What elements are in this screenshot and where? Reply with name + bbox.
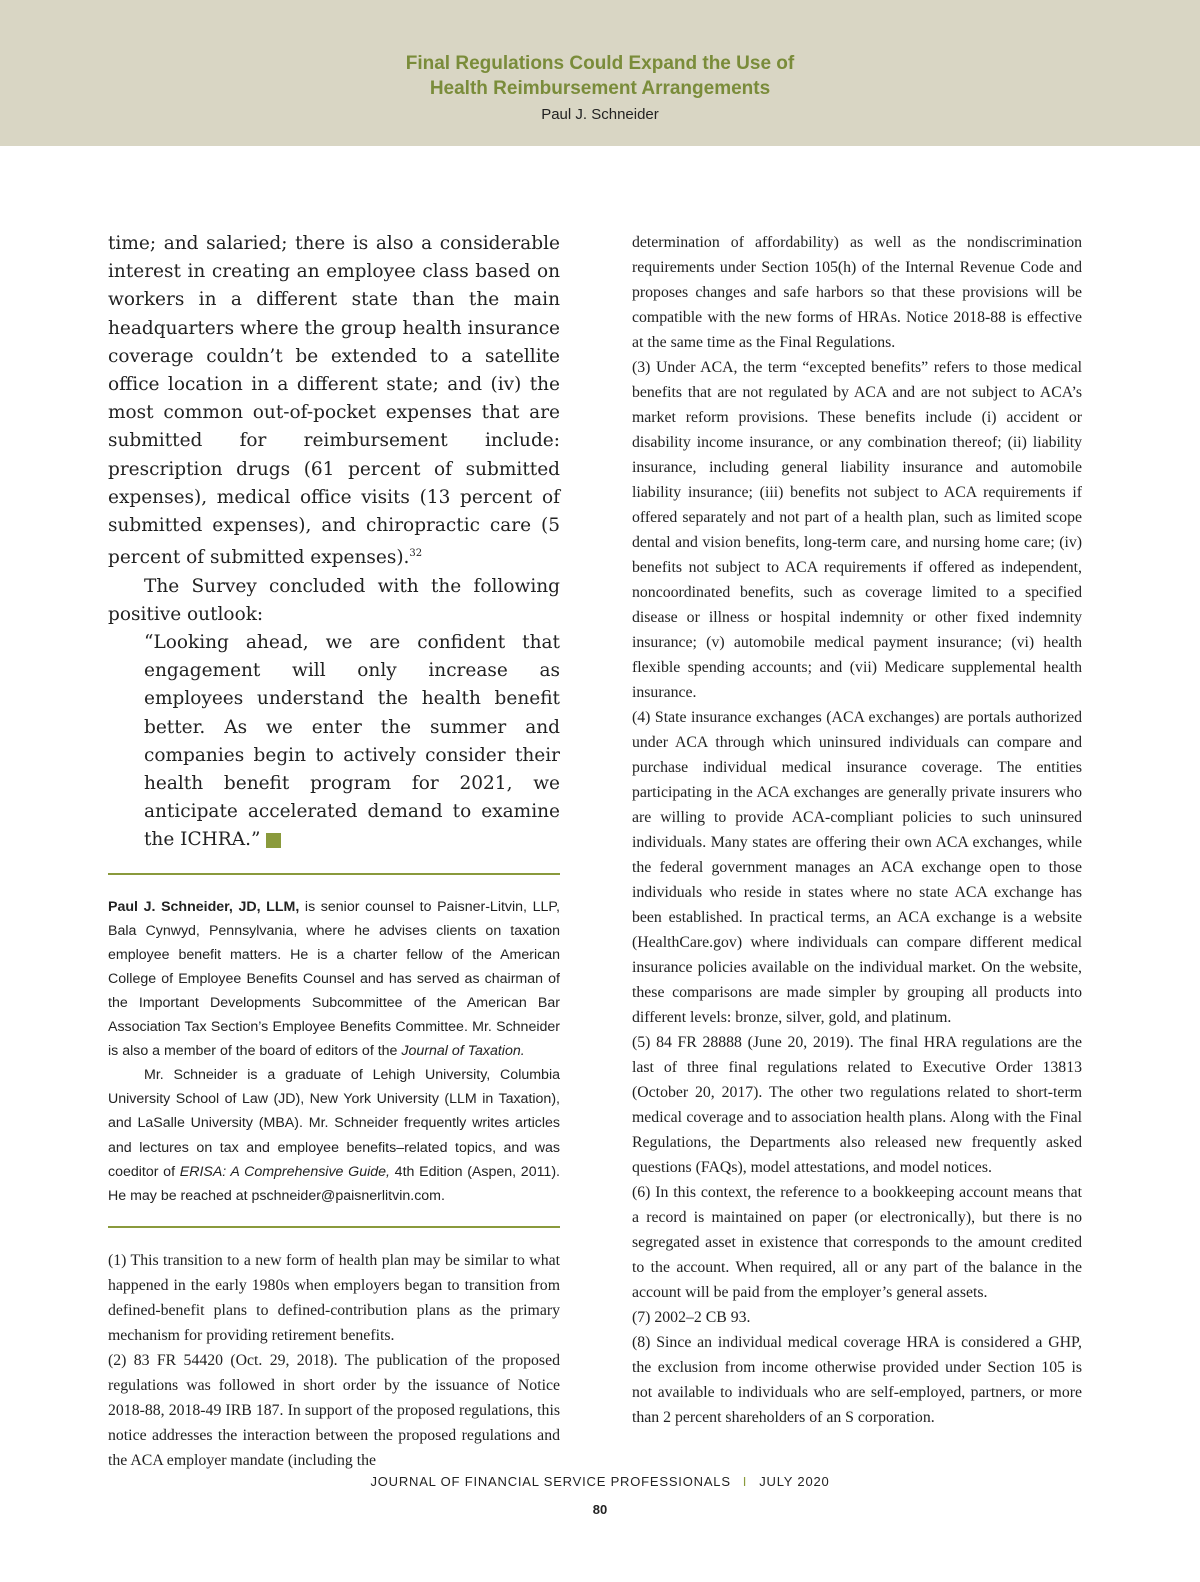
footer-journal: JOURNAL OF FINANCIAL SERVICE PROFESSIONALS (370, 1474, 731, 1489)
bio-education-text: Mr. Schneider is a graduate of Lehigh University, Columbia University School of Law (JD), New York University (LLM in Taxation), and LaSalle University (MBA). Mr. Schneider frequently writes articles and lectures on tax and employee benefits–related topics, and was coeditor of (108, 1067, 560, 1180)
body-paragraph-text: time; and salaried; there is also a considerable interest in creating an employee class based on workers in a different state than the main headquarters where the group health insurance coverage couldn’t be extended to a satellite office location in a different state; and (iv) the most common out-of-pocket expenses that are submitted for reimbursement include: prescription drugs (61 percent of submitted expenses), medical office visits (13 percent of submitted expenses), and chiropractic care (5 percent of submitted expenses). (108, 233, 560, 569)
bio-contact: 4th Edition (Aspen, 2011). He may be reached at pschneider@paisnerlitvin.com. (108, 1163, 560, 1204)
author-bio-education (108, 1063, 560, 1208)
page-number: 80 (592, 1502, 608, 1517)
divider (108, 873, 560, 875)
left-column (108, 230, 560, 1473)
body-paragraph (108, 230, 560, 573)
block-quote (144, 629, 560, 855)
quote-text: “Looking ahead, we are confident that engagement will only increase as employees understand the health benefit better. As we enter the summer and companies begin to actively consider their health benefit program for 2021, we anticipate accelerated demand to examine the ICHRA.” (144, 632, 560, 851)
author-bio (108, 895, 560, 1064)
article-title-line2: Health Reimbursement Arrangements (429, 78, 771, 99)
footnote: (5) 84 FR 28888 (June 20, 2019). The final HRA regulations are the last of three final regulations related to Executive Order 13813 (October 20, 2017). The other two regulations related to short-term medical coverage and to association health plans. Along with the Final Regulations, the Departments also released new frequently asked questions (FAQs), model attestations, and model notices. (632, 1034, 1082, 1176)
article-title (0, 0, 1200, 101)
footnote: (4) State insurance exchanges (ACA exchanges) are portals authorized under ACA through which uninsured individuals can compare and purchase individual medical insurance coverage. The entities participating in the ACA exchanges are generally private insurers who are willing to provide ACA-compliant policies to such uninsured individuals. Many states are offering their own ACA exchanges, while the federal government manages an ACA exchange open to those individuals who reside in states where no state ACA exchange has been established. In practical terms, an ACA exchange is a website (HealthCare.gov) where individuals can compare different medical insurance policies available on the individual market. On the website, these comparisons are made simpler by grouping all products into different levels: bronze, silver, gold, and platinum. (632, 709, 1082, 1026)
page-header (0, 0, 1200, 146)
footnote: (6) In this context, the reference to a bookkeeping account means that a record is maintained on paper (or electronically), but there is no segregated asset in existence that corresponds to the amount credited to the account. When required, all or any part of the balance in the account will be paid from the employer’s general assets. (632, 1184, 1082, 1301)
article-author: Paul J. Schneider (541, 106, 659, 123)
bio-text: is senior counsel to Paisner-Litvin, LLP, Bala Cynwyd, Pennsylvania, where he advises clients on taxation employee benefit matters. He is a charter fellow of the American College of Employee Benefits Counsel and has served as chairman of the Important Developments Subcommittee of the American Bar Association Tax Section’s Employee Benefits Committee. Mr. Schneider is also a member of the board of editors of the (108, 898, 560, 1060)
right-column (632, 230, 1082, 1430)
footnote: (2) 83 FR 54420 (Oct. 29, 2018). The publication of the proposed regulations was followed in short order by the issuance of Notice 2018-88, 2018-49 IRB 187. In support of the proposed regulations, this notice addresses the interaction between the proposed regulations and the ACA employer mandate (including the (108, 1351, 560, 1469)
body-paragraph: The Survey concluded with the following positive outlook: (108, 575, 560, 625)
footnote: (8) Since an individual medical coverage HRA is considered a GHP, the exclusion from income otherwise provided under Section 105 is not available to individuals who are self-employed, partners, or more than 2 percent shareholders of an S corporation. (632, 1334, 1082, 1426)
article-title-line1: Final Regulations Could Expand the Use of (405, 53, 795, 74)
footer-separator: I (742, 1474, 748, 1489)
footnote-ref-32: 32 (409, 548, 423, 560)
footnote: (7) 2002–2 CB 93. (632, 1309, 751, 1326)
bio-name: Paul J. Schneider, JD, LLM, (108, 898, 300, 915)
footnote: determination of affordability) as well as the nondiscrimination requirements under Section 105(h) of the Internal Revenue Code and proposes changes and safe harbors so that these provisions will be compatible with the new forms of HRAs. Notice 2018-88 is effective at the same time as the Final Regulations. (632, 234, 1082, 351)
end-mark-icon (266, 833, 281, 848)
page-footer (0, 1474, 1200, 1489)
footer-date: JULY 2020 (759, 1474, 830, 1489)
divider (108, 1226, 560, 1228)
footnote: (1) This transition to a new form of health plan may be similar to what happened in the early 1980s when employers began to transition from defined-benefit plans to defined-contribution plans as the primary mechanism for providing retirement benefits. (108, 1251, 560, 1344)
bio-book: ERISA: A Comprehensive Guide, (179, 1163, 390, 1180)
footnote: (3) Under ACA, the term “excepted benefits” refers to those medical benefits that are not regulated by ACA and are not subject to ACA’s market reform provisions. These benefits include (i) accident or disability income insurance, or any combination thereof; (ii) liability insurance, including general liability insurance and automobile liability insurance; (iii) benefits not subject to ACA requirements if offered separately and not part of a health plan, such as limited scope dental and vision benefits, long-term care, and nursing home care; (iv) benefits not subject to ACA requirements if offered as independent, noncoordinated benefits, such as coverage limited to a specified disease or illness or hospital indemnity or other fixed indemnity insurance; (v) automobile medical payment insurance; (vi) health flexible spending accounts; and (vii) Medicare supplemental health insurance. (632, 359, 1082, 701)
bio-journal: Journal of Taxation. (401, 1043, 525, 1060)
